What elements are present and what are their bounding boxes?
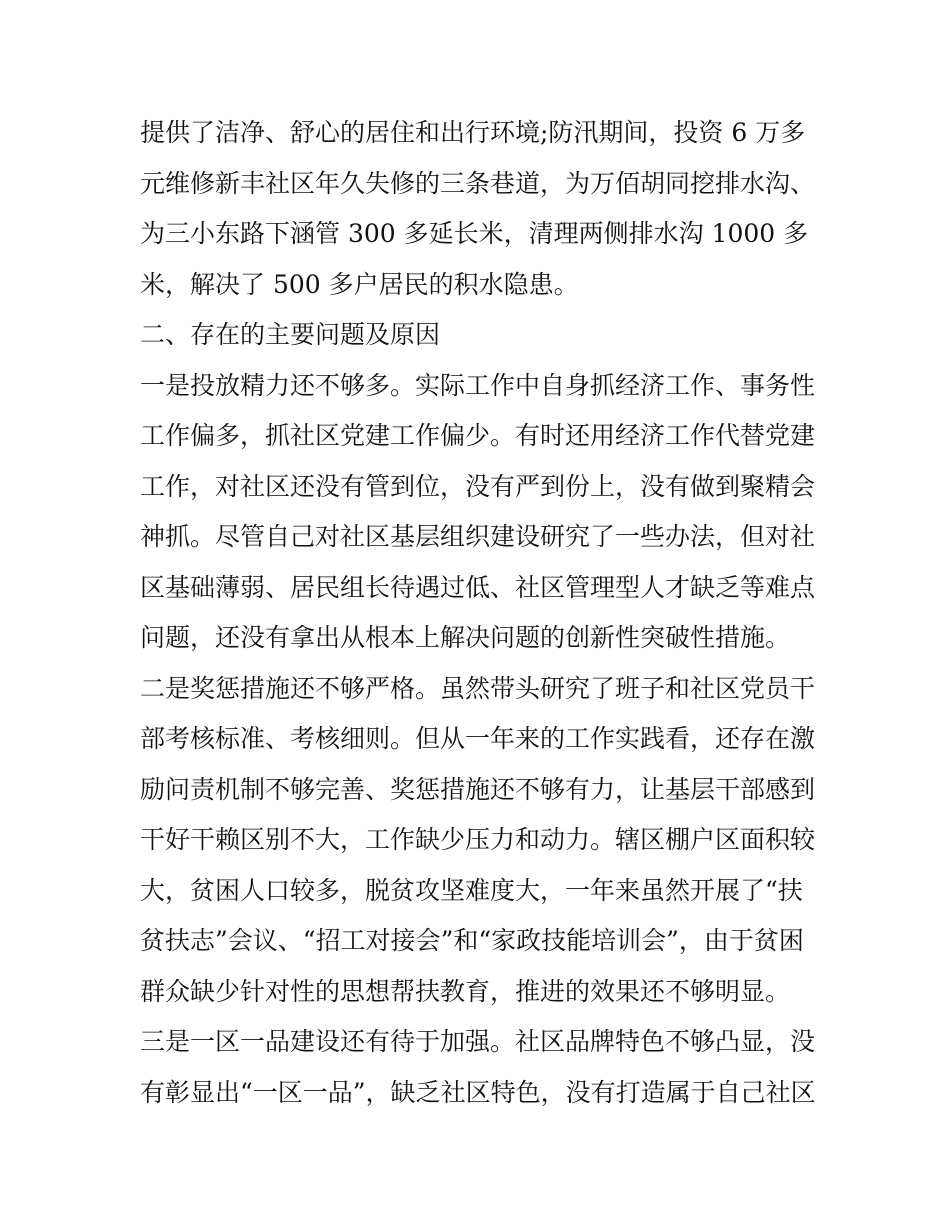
text-line: 问题，还没有拿出从根本上解决问题的创新性突破性措施。 (140, 623, 791, 652)
text-line: 贫扶志”会议、“招工对接会”和“家政技能培训会”，由于贫困 (140, 926, 804, 955)
text-line: 群众缺少针对性的思想帮扶教育，推进的效果还不够明显。 (140, 976, 791, 1006)
body-text (140, 108, 830, 1118)
text-line: 部考核标准、考核细则。但从一年来的工作实践看，还存在激 (140, 724, 816, 753)
text-line: 提供了洁净、舒心的居住和出行环境;防汛期间，投资 6 万多 (140, 118, 806, 147)
text-line: 米，解决了 500 多户居民的积水隐患。 (140, 269, 579, 299)
text-line: 一是投放精力还不够多。实际工作中自身抓经济工作、事务性 (140, 370, 816, 400)
text-line: 为三小东路下涵管 300 多延长米，清理两侧排水沟 1000 多 (140, 219, 809, 248)
text-line: 神抓。尽管自己对社区基层组织建设研究了一些办法，但对社 (140, 522, 816, 551)
section-heading: 二、存在的主要问题及原因 (140, 320, 441, 349)
text-line: 元维修新丰社区年久失修的三条巷道，为万佰胡同挖排水沟、 (140, 168, 816, 198)
text-line: 励问责机制不够完善、奖惩措施还不够有力，让基层干部感到 (140, 774, 816, 804)
text-line: 工作，对社区还没有管到位，没有严到份上，没有做到聚精会 (140, 471, 816, 501)
text-line: 有彰显出“一区一品”，缺乏社区特色，没有打造属于自己社区 (140, 1077, 816, 1107)
text-line: 二是奖惩措施还不够严格。虽然带头研究了班子和社区党员干 (140, 673, 816, 703)
text-line: 干好干赖区别不大，工作缺少压力和动力。辖区棚户区面积较 (140, 825, 816, 854)
text-line: 工作偏多，抓社区党建工作偏少。有时还用经济工作代替党建 (140, 421, 816, 450)
text-line: 大，贫困人口较多，脱贫攻坚难度大，一年来虽然开展了“扶 (140, 875, 803, 905)
text-line: 区基础薄弱、居民组长待遇过低、社区管理型人才缺乏等难点 (140, 572, 816, 602)
text-line: 三是一区一品建设还有待于加强。社区品牌特色不够凸显，没 (140, 1027, 816, 1056)
